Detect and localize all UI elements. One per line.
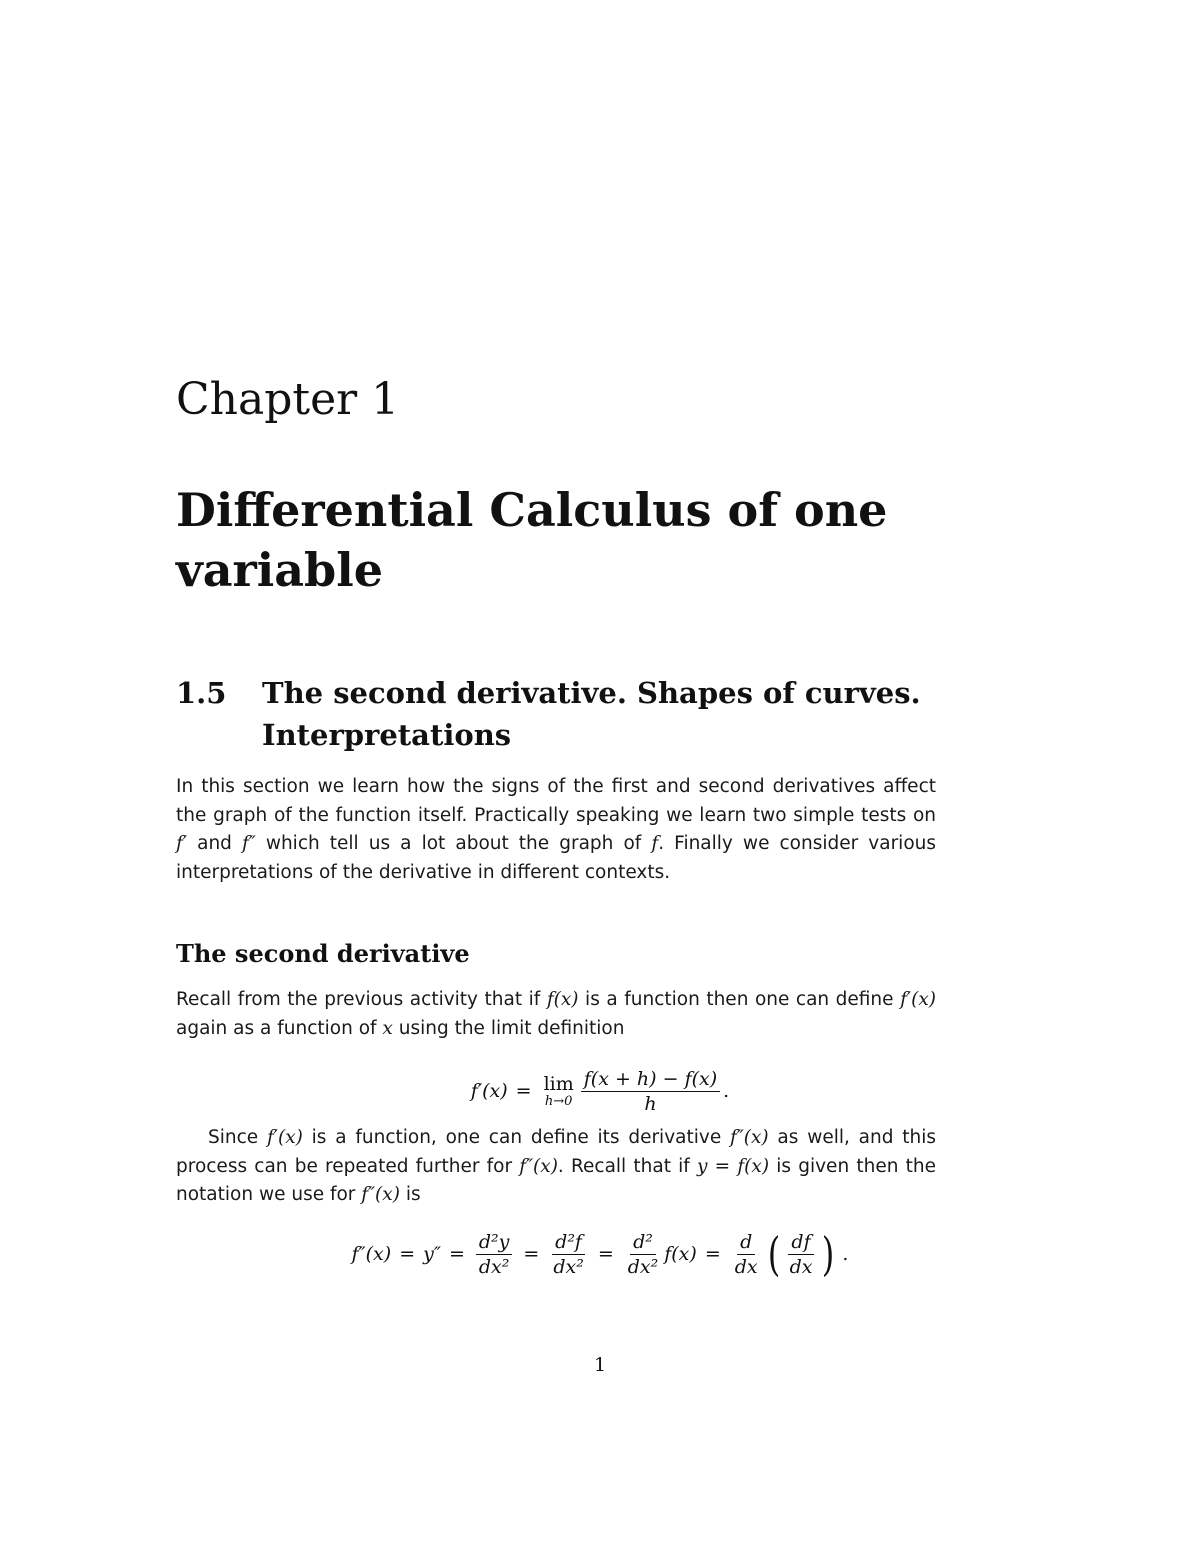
intro-f: f bbox=[651, 833, 659, 854]
eq2-equals-4: = bbox=[597, 1243, 614, 1265]
since-fdpx-3: f″(x) bbox=[361, 1184, 400, 1205]
eq1-period: . bbox=[723, 1080, 730, 1102]
eq2-equals-1: = bbox=[399, 1243, 416, 1265]
eq2-fraction-2 bbox=[550, 1231, 587, 1278]
section-number: 1.5 bbox=[176, 676, 227, 710]
section-title: The second derivative. Shapes of curves. Interpretations bbox=[262, 676, 921, 752]
recall-paragraph bbox=[176, 986, 936, 1043]
recall-text-1: Recall from the previous activity that if bbox=[176, 989, 547, 1010]
intro-text-4: . Finally we consider various interpretations of the derivative in different contexts. bbox=[176, 833, 937, 883]
eq1-lhs: f′(x) bbox=[470, 1080, 508, 1102]
eq1-lim-subscript: h→0 bbox=[544, 1094, 573, 1109]
since-fdpx-2: f″(x) bbox=[519, 1155, 558, 1177]
eq2-left-paren: ( bbox=[767, 1227, 780, 1281]
eq2-lhs: f″(x) bbox=[351, 1243, 392, 1265]
eq1-denominator: h bbox=[644, 1092, 657, 1115]
eq1-lim-word: lim bbox=[543, 1073, 574, 1095]
recall-x: x bbox=[382, 1017, 393, 1039]
recall-fpx: f′(x) bbox=[900, 989, 936, 1010]
eq1-numerator: f(x + h) − f(x) bbox=[581, 1068, 720, 1092]
eq2-fraction-5 bbox=[787, 1231, 816, 1278]
since-text-4: . Recall that if bbox=[557, 1155, 697, 1177]
eq2-fraction-1 bbox=[476, 1231, 513, 1278]
intro-paragraph bbox=[176, 773, 936, 887]
intro-fdprime: f″ bbox=[242, 833, 256, 854]
eq1-limit bbox=[544, 1073, 574, 1109]
page-number: 1 bbox=[593, 1354, 607, 1376]
intro-text-2: and bbox=[187, 833, 242, 854]
subsection-heading: The second derivative bbox=[176, 939, 470, 968]
recall-fx: f(x) bbox=[546, 989, 579, 1010]
eq2-right-paren: ) bbox=[822, 1227, 835, 1281]
eq2-equals-3: = bbox=[523, 1243, 540, 1265]
intro-fprime: f′ bbox=[176, 833, 188, 854]
eq2-yprime: y″ bbox=[423, 1243, 441, 1265]
since-text-2: is a function, one can define its derivative bbox=[302, 1127, 730, 1148]
eq2-equals-5: = bbox=[704, 1243, 721, 1265]
eq1-equals: = bbox=[515, 1080, 532, 1102]
eq2-frac4-numerator: d bbox=[737, 1231, 755, 1255]
since-paragraph bbox=[176, 1124, 936, 1210]
eq2-equals-2: = bbox=[448, 1243, 465, 1265]
eq2-frac5-denominator: dx bbox=[789, 1255, 813, 1278]
since-fdpx: f″(x) bbox=[730, 1127, 769, 1148]
chapter-label: Chapter 1 bbox=[176, 374, 400, 425]
eq2-fx: f(x) bbox=[664, 1243, 697, 1265]
recall-text-3: again as a function of bbox=[176, 1017, 383, 1039]
eq2-frac1-numerator: d²y bbox=[476, 1231, 513, 1255]
since-text-1: Since bbox=[208, 1127, 267, 1148]
chapter-title: Differential Calculus of one variable bbox=[176, 483, 888, 597]
since-fpx: f′(x) bbox=[266, 1127, 303, 1148]
eq2-frac2-denominator: dx² bbox=[553, 1255, 584, 1278]
second-derivative-notation-equation bbox=[0, 1222, 1200, 1286]
eq2-fraction-4 bbox=[732, 1231, 761, 1278]
intro-text-1: In this section we learn how the signs of the first and second derivatives affect the graph of the function itself. Practically speaking we learn two simple tests on bbox=[176, 776, 936, 826]
limit-definition-equation bbox=[0, 1062, 1200, 1120]
since-text-6: is bbox=[399, 1184, 421, 1205]
recall-text-2: is a function then one can define bbox=[578, 989, 901, 1010]
section-heading bbox=[176, 672, 956, 756]
since-text-5: is given then the notation we use for bbox=[176, 1155, 936, 1205]
eq2-frac1-denominator: dx² bbox=[478, 1255, 510, 1278]
eq2-frac2-numerator: d²f bbox=[552, 1231, 585, 1255]
eq2-fraction-3 bbox=[625, 1231, 662, 1278]
eq2-period: . bbox=[842, 1243, 849, 1265]
recall-text-4: using the limit definition bbox=[392, 1017, 625, 1039]
eq2-frac3-denominator: dx² bbox=[627, 1255, 659, 1278]
eq1-fraction bbox=[581, 1068, 720, 1115]
eq2-frac4-denominator: dx bbox=[734, 1255, 758, 1278]
since-text-3: as well, and this process can be repeated further for bbox=[176, 1127, 937, 1177]
intro-text-3: which tell us a lot about the graph of bbox=[255, 833, 652, 854]
eq2-frac5-numerator: df bbox=[788, 1231, 813, 1255]
eq2-frac3-numerator: d² bbox=[630, 1231, 656, 1255]
since-y-equals-fx: y = f(x) bbox=[697, 1155, 770, 1177]
